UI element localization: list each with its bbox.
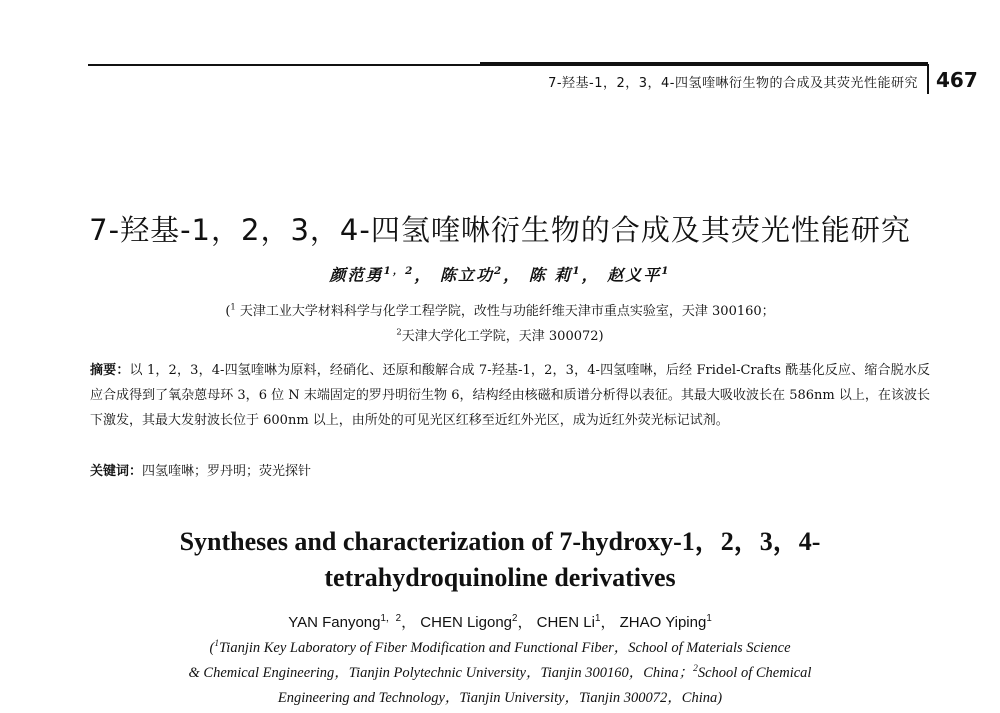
authors-en: [0, 610, 1000, 632]
author-cn-1-affil: 1，2: [383, 265, 415, 277]
author-cn-4: 赵义平: [607, 265, 662, 285]
abstract-label: 摘要：: [90, 363, 130, 378]
affiliation-en-1-text: Tianjin Key Laboratory of Fiber Modification and Functional Fiber，School of Materials Science: [219, 640, 791, 656]
author-en-2: CHEN Ligong: [420, 614, 513, 631]
article-title-en: [0, 524, 1000, 596]
affiliation-en-3-text: Engineering and Technology，Tianjin University，Tianjin 300072，China): [277, 690, 723, 706]
affiliation-en-1-marker: 1: [214, 639, 220, 650]
affiliation-en-line-1: [0, 636, 1000, 657]
affiliation-open-paren: (: [225, 304, 231, 319]
page-number: 467: [936, 68, 978, 92]
authors-cn: [0, 262, 1000, 285]
header-separator: [927, 64, 929, 94]
keywords-text: 四氢喹啉；罗丹明；荧光探针: [142, 464, 312, 479]
author-separator: ，: [401, 614, 417, 631]
author-en-3: CHEN Li: [536, 614, 595, 631]
header-rule-thick: [480, 62, 928, 65]
author-en-1-affil: 1，2: [380, 613, 402, 624]
affiliation-en-2-text: & Chemical Engineering，Tianjin Polytechnic University，Tianjin 300160，China；: [188, 665, 694, 681]
author-en-3-affil: 1: [595, 613, 601, 624]
author-separator: ，: [581, 265, 600, 285]
title-en-line-1: Syntheses and characterization of 7-hydroxy-1，2，3，4-: [179, 527, 821, 556]
affiliation-en-2-marker: 2: [693, 664, 698, 675]
author-en-4: ZHAO Yiping: [619, 614, 707, 631]
article-title-cn: 7-羟基-1，2，3，4-四氢喹啉衍生物的合成及其荧光性能研究: [89, 213, 911, 247]
affiliation-en-2-text-b: School of Chemical: [697, 665, 812, 681]
affiliation-en-open-paren: (: [209, 640, 215, 656]
title-en-line-2: tetrahydroquinoline derivatives: [324, 563, 676, 592]
affiliation-cn-line-1: [0, 300, 1000, 319]
affiliation-cn-2-text: 天津大学化工学院，天津 300072): [401, 329, 604, 344]
affiliation-cn-2-marker: 2: [396, 326, 402, 337]
affiliation-cn-line-2: [0, 325, 1000, 344]
author-cn-3: 陈 莉: [528, 265, 573, 285]
abstract-cn: [90, 358, 930, 433]
affiliation-en-line-2: [0, 661, 1000, 682]
author-cn-2: 陈立功: [439, 265, 494, 285]
affiliation-cn-1-text: 天津工业大学材料科学与化学工程学院，改性与功能纤维天津市重点实验室，天津 300160；: [235, 304, 775, 319]
author-separator: ，: [517, 614, 533, 631]
affiliation-cn-1-marker: 1: [230, 301, 236, 312]
author-separator: ，: [600, 614, 616, 631]
abstract-text: 以 1，2，3，4-四氢喹啉为原料，经硝化、还原和酸解合成 7-羟基-1，2，3，4-四氢喹啉，后经 Fridel-Crafts 酰基化反应、缩合脱水反应合成得到了氧杂蒽母环 3，6 位 N 末端固定的罗丹明衍生物 6，结构经由核磁和质谱分析得以表征。其最大吸收波长在 586nm 以上，在该波长下激发，其最大发射波长位于 600nm 以上，由所处的可见光区红移至近红外光区，成为近红外荧光标记试剂。: [90, 363, 930, 428]
author-cn-1: 颜范勇: [329, 265, 384, 285]
keywords-cn: [90, 460, 930, 479]
author-cn-4-affil: 1: [661, 265, 671, 277]
author-separator: ，: [414, 265, 433, 285]
keywords-label: 关键词：: [90, 464, 143, 479]
running-title: 7-羟基-1，2，3，4-四氢喹啉衍生物的合成及其荧光性能研究: [548, 76, 918, 91]
author-separator: ，: [503, 265, 522, 285]
author-cn-3-affil: 1: [572, 265, 582, 277]
author-en-2-affil: 2: [512, 613, 518, 624]
author-cn-2-affil: 2: [494, 265, 504, 277]
author-en-4-affil: 1: [706, 613, 712, 624]
affiliation-en-line-3: [0, 686, 1000, 707]
author-en-1: YAN Fanyong: [288, 614, 381, 631]
